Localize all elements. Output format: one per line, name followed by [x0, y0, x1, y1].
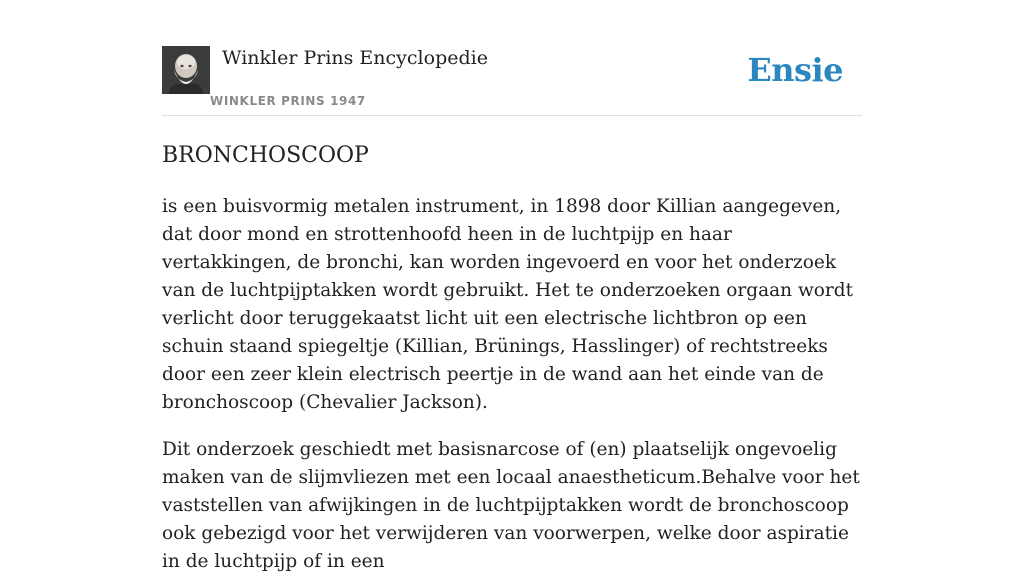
author-name[interactable]: Winkler Prins Encyclopedie	[222, 47, 488, 69]
header	[162, 46, 862, 116]
article-paragraph-1: is een buisvormig metalen instrument, in 1898 door Killian aangegeven, dat door mond en strottenhoofd heen in de luchtpijp en haar vertakkingen, de bronchi, kan worden ingevoerd en voor het onderzoek van de luchtpijptakken wordt gebruikt. Het te onderzoeken orgaan wordt verlicht door teruggekaatst licht uit een electrische lichtbron op een schuin staand spiegeltje (Killian, Brünings, Hasslinger) of rechtstreeks door een zeer klein electrisch peertje in de wand aan het einde van de bronchoscoop (Chevalier Jackson).	[162, 196, 854, 413]
article-body	[162, 193, 862, 576]
brand-logo[interactable]: Ensie	[747, 51, 843, 89]
page	[162, 0, 862, 576]
avatar[interactable]	[162, 46, 210, 94]
bearded-portrait-icon	[162, 46, 210, 94]
article-title: BRONCHOSCOOP	[162, 143, 369, 168]
source-label[interactable]: WINKLER PRINS 1947	[210, 94, 366, 108]
article-paragraph-2: Dit onderzoek geschiedt met basisnarcose of (en) plaatselijk ongevoelig maken van de slijmvliezen met een locaal anaestheticum.Behalve voor het vaststellen van afwijkingen in de luchtpijptakken wordt de bronchoscoop ook gebezigd voor het verwijderen van voorwerpen, welke door aspiratie in de luchtpijp of in een	[162, 439, 860, 572]
